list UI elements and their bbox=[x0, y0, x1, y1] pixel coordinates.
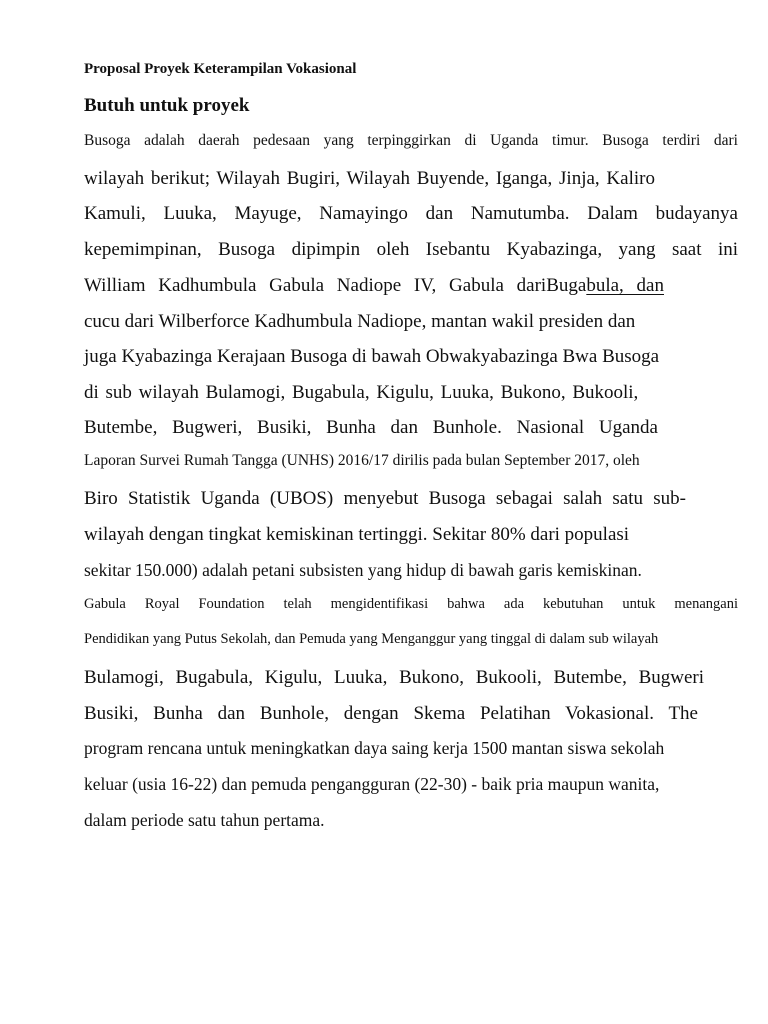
paragraph-line: kepemimpinan, Busoga dipimpin oleh Isebantu Kyabazinga, yang saat ini bbox=[84, 239, 738, 260]
paragraph-line: dalam periode satu tahun pertama. bbox=[84, 810, 325, 830]
section-heading: Butuh untuk proyek bbox=[84, 95, 250, 116]
paragraph-line: Gabula Royal Foundation telah mengidentifikasi bahwa ada kebutuhan untuk menangani bbox=[84, 596, 738, 612]
paragraph-line: Laporan Survei Rumah Tangga (UNHS) 2016/17 dirilis pada bulan September 2017, oleh bbox=[84, 452, 640, 469]
paragraph-line: wilayah berikut; Wilayah Bugiri, Wilayah Buyende, Iganga, Jinja, Kaliro bbox=[84, 168, 655, 189]
paragraph-line: di sub wilayah Bulamogi, Bugabula, Kigulu, Luuka, Bukono, Bukooli, bbox=[84, 382, 639, 403]
paragraph-line: juga Kyabazinga Kerajaan Busoga di bawah Obwakyabazinga Bwa Busoga bbox=[84, 346, 660, 367]
paragraph-line: program rencana untuk meningkatkan daya saing kerja 1500 mantan siswa sekolah bbox=[84, 738, 665, 758]
paragraph-line: Bulamogi, Bugabula, Kigulu, Luuka, Bukono, Bukooli, Butembe, Bugweri bbox=[84, 667, 704, 688]
paragraph-line: cucu dari Wilberforce Kadhumbula Nadiope, mantan wakil presiden dan bbox=[84, 311, 636, 332]
paragraph-line: Busiki, Bunha dan Bunhole, dengan Skema Pelatihan Vokasional. The bbox=[84, 703, 698, 724]
underlined-text: bula, dan bbox=[586, 275, 664, 296]
paragraph-line: Biro Statistik Uganda (UBOS) menyebut Busoga sebagai salah satu sub- bbox=[84, 488, 686, 509]
paragraph-line: Kamuli, Luuka, Mayuge, Namayingo dan Namutumba. Dalam budayanya bbox=[84, 203, 738, 224]
paragraph-line: Busoga adalah daerah pedesaan yang terpinggirkan di Uganda timur. Busoga terdiri dari bbox=[84, 132, 738, 149]
paragraph-text: William Kadhumbula Gabula Nadiope IV, Gabula dariBuga bbox=[84, 275, 587, 296]
document-title: Proposal Proyek Keterampilan Vokasional bbox=[84, 61, 357, 77]
paragraph-line: Butembe, Bugweri, Busiki, Bunha dan Bunhole. Nasional Uganda bbox=[84, 417, 658, 438]
paragraph-line: sekitar 150.000) adalah petani subsisten yang hidup di bawah garis kemiskinan. bbox=[84, 560, 642, 580]
paragraph-line: Pendidikan yang Putus Sekolah, dan Pemuda yang Menganggur yang tinggal di dalam sub wilayah bbox=[84, 631, 659, 647]
paragraph-line: keluar (usia 16-22) dan pemuda pengangguran (22-30) - baik pria maupun wanita, bbox=[84, 774, 660, 794]
paragraph-line: wilayah dengan tingkat kemiskinan tertinggi. Sekitar 80% dari populasi bbox=[84, 524, 630, 545]
paragraph-line bbox=[84, 276, 664, 295]
